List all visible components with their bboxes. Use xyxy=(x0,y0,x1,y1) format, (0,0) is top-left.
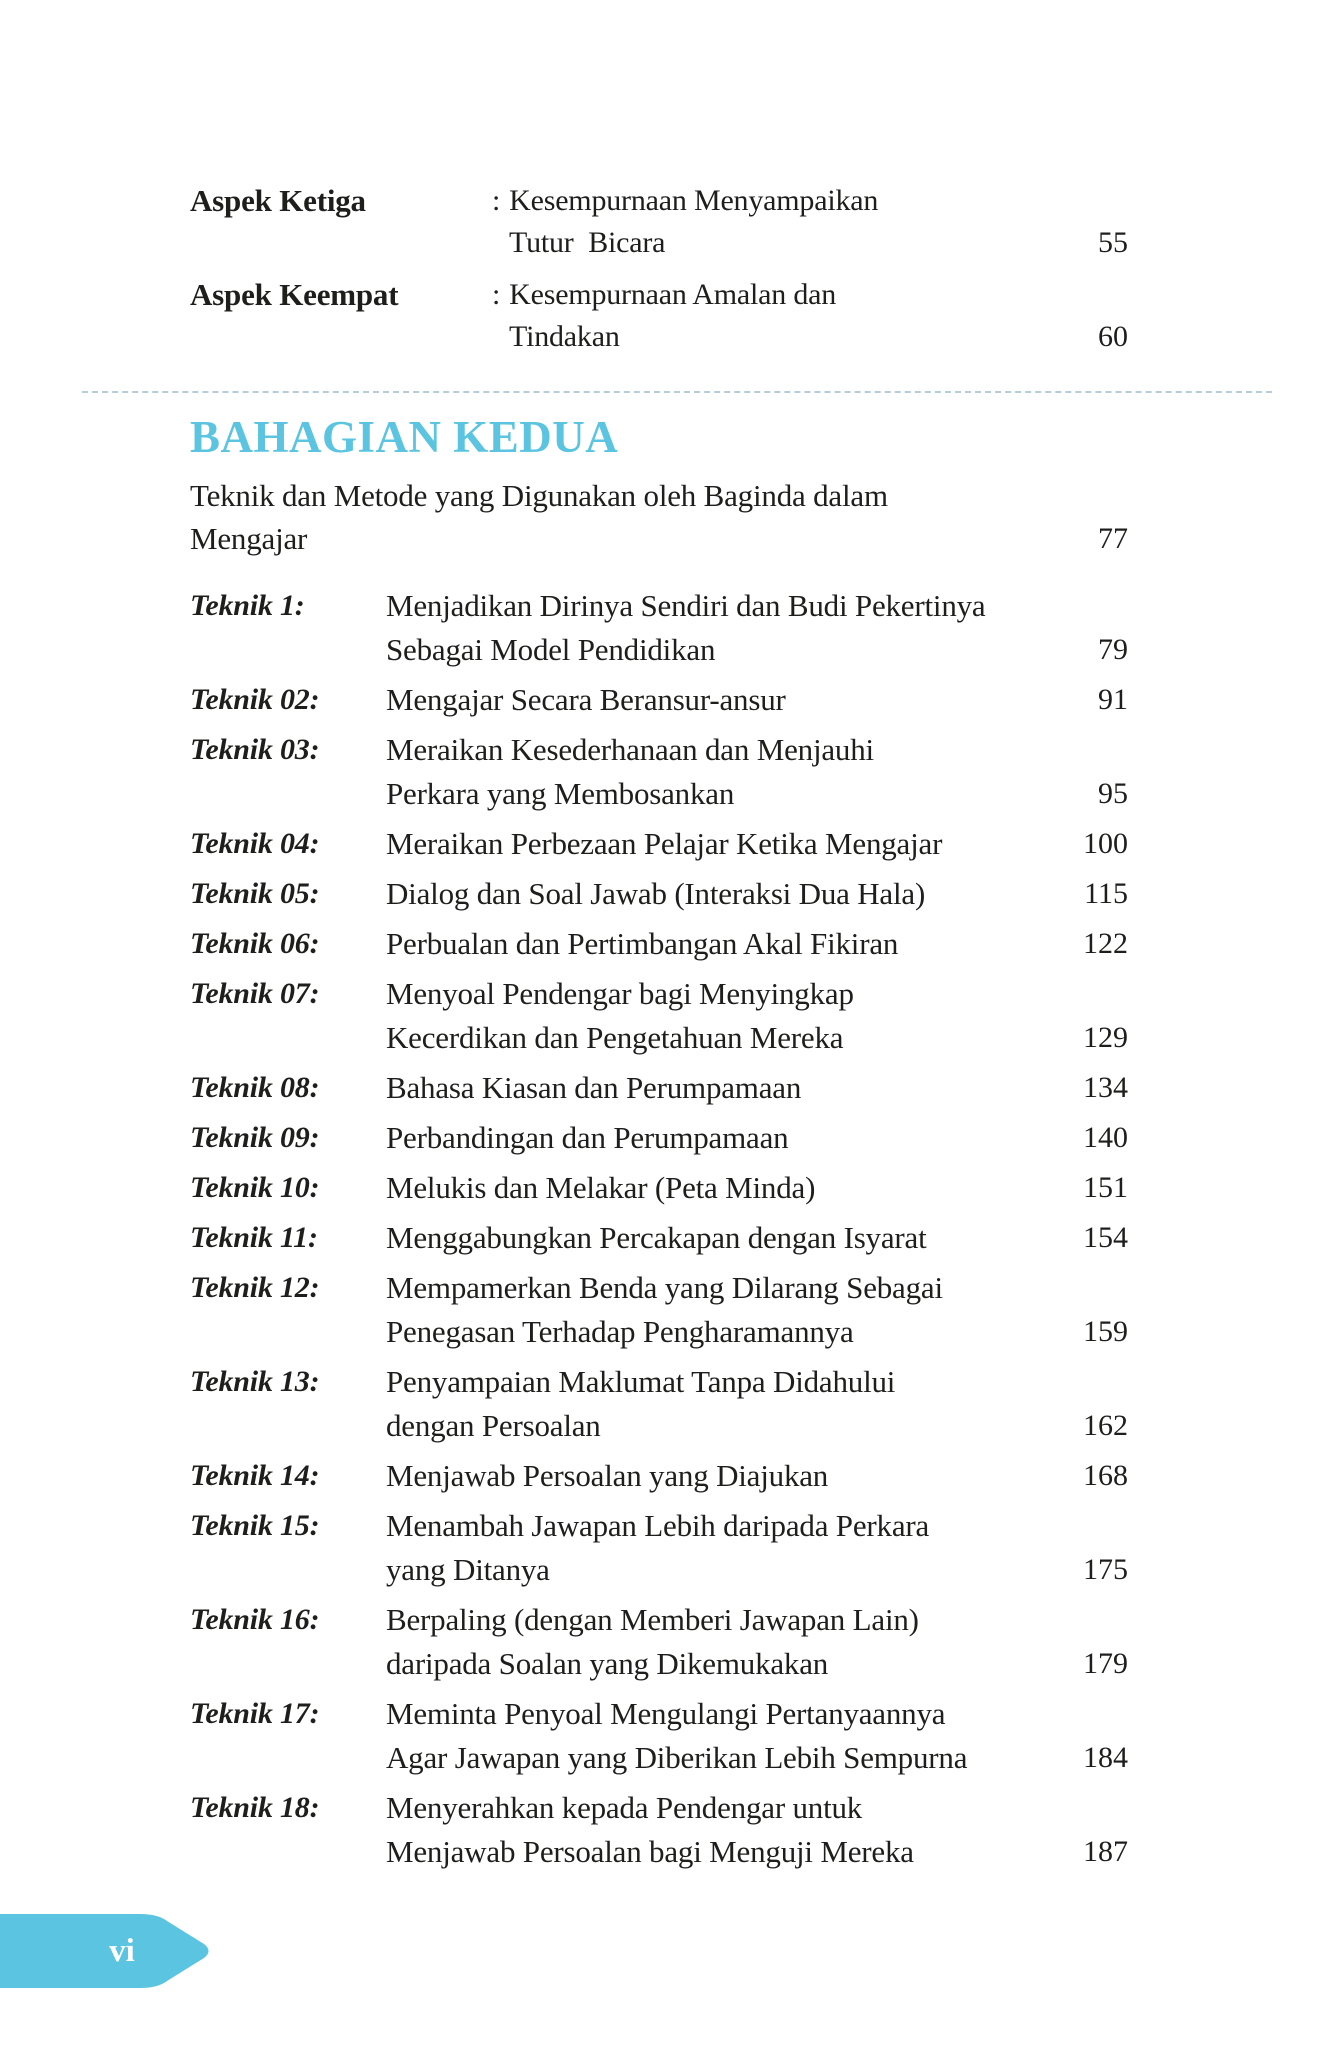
toc-entry-title-line: daripada Soalan yang Dikemukakan xyxy=(386,1646,829,1681)
toc-row xyxy=(190,1786,1128,1874)
toc-entry-title xyxy=(386,1692,1070,1780)
toc-entry-page: 162 xyxy=(1083,1409,1128,1442)
toc-row xyxy=(190,1692,1128,1780)
toc-entry-label: Aspek Keempat xyxy=(190,277,399,312)
toc-row xyxy=(190,972,1128,1060)
toc-entry-title xyxy=(386,822,1070,866)
toc-entry-label: Teknik 1: xyxy=(190,589,305,622)
toc-entry-title-line: Tindakan xyxy=(509,320,620,353)
toc-entry-title-line: Menyerahkan kepada Pendengar untuk xyxy=(386,1790,863,1825)
toc-entry-title xyxy=(492,274,1070,358)
toc-row xyxy=(190,274,1128,358)
toc-entry-page: 179 xyxy=(1083,1647,1128,1680)
toc-entry-title-line: Kecerdikan dan Pengetahuan Mereka xyxy=(386,1020,844,1055)
colon-separator: : xyxy=(492,184,501,217)
toc-entry-title xyxy=(492,180,1070,264)
toc-entry-title-line: Meminta Penyoal Mengulangi Pertanyaannya xyxy=(386,1696,946,1731)
toc-row xyxy=(190,1360,1128,1448)
toc-entry-title-line: Teknik dan Metode yang Digunakan oleh Baginda dalam xyxy=(190,478,888,513)
toc-entry-title xyxy=(386,1266,1070,1354)
section-heading: BAHAGIAN KEDUA xyxy=(190,412,619,462)
toc-row xyxy=(190,872,1128,916)
toc-entry-page: 134 xyxy=(1083,1071,1128,1104)
toc-entry-title xyxy=(386,728,1070,816)
toc-entry-title-line: Mengajar xyxy=(190,521,308,556)
toc-entry-title xyxy=(386,1360,1070,1448)
toc-entry-label: Teknik 03: xyxy=(190,733,320,766)
toc-entry-title xyxy=(386,972,1070,1060)
toc-entry-title xyxy=(386,922,1070,966)
toc-row xyxy=(190,678,1128,722)
toc-entry-title-line: yang Ditanya xyxy=(386,1552,550,1587)
toc-entry-title-line: Menyoal Pendengar bagi Menyingkap xyxy=(386,976,854,1011)
toc-entry-title-line: Kesempurnaan Amalan dan xyxy=(509,278,837,311)
toc-row xyxy=(190,1266,1128,1354)
toc-entry-page: 122 xyxy=(1083,927,1128,960)
toc-entry-page: 91 xyxy=(1098,683,1128,716)
toc-entry-page: 151 xyxy=(1083,1171,1128,1204)
toc-row xyxy=(190,1598,1128,1686)
toc-entry-title xyxy=(386,1504,1070,1592)
toc-entry-title-line: Perbualan dan Pertimbangan Akal Fikiran xyxy=(386,926,899,961)
toc-entry-title-line: Menjawab Persoalan yang Diajukan xyxy=(386,1458,829,1493)
toc-entry-label: Teknik 17: xyxy=(190,1697,320,1730)
toc-row xyxy=(190,474,1128,560)
section-divider xyxy=(82,391,1272,393)
toc-entry-title-line: Dialog dan Soal Jawab (Interaksi Dua Hala) xyxy=(386,876,926,911)
toc-entry-label: Teknik 18: xyxy=(190,1791,320,1824)
toc-entry-title-line: Perbandingan dan Perumpamaan xyxy=(386,1120,789,1155)
toc-entry-title-line: Penegasan Terhadap Pengharamannya xyxy=(386,1314,854,1349)
toc-entry-title xyxy=(386,1066,1070,1110)
toc-entry-page: 184 xyxy=(1083,1741,1128,1774)
toc-entry-title xyxy=(386,1116,1070,1160)
toc-entry-title xyxy=(386,1598,1070,1686)
toc-entry-label: Teknik 11: xyxy=(190,1221,318,1254)
toc-entry-label: Teknik 16: xyxy=(190,1603,320,1636)
toc-entry-page: 129 xyxy=(1083,1021,1128,1054)
toc-entry-label: Teknik 08: xyxy=(190,1071,320,1104)
toc-entry-page: 79 xyxy=(1098,633,1128,666)
section-bahagian-kedua xyxy=(190,412,1128,1880)
toc-row xyxy=(190,1504,1128,1592)
toc-entry-title-line: Penyampaian Maklumat Tanpa Didahului xyxy=(386,1364,896,1399)
toc-entry-title xyxy=(386,584,1070,672)
toc-entry-title xyxy=(386,678,1070,722)
toc-entry-page: 175 xyxy=(1083,1553,1128,1586)
toc-entry-title xyxy=(386,1216,1070,1260)
toc-entry-title xyxy=(386,872,1070,916)
toc-entry-page: 95 xyxy=(1098,777,1128,810)
toc-entry-title-line: Menggabungkan Percakapan dengan Isyarat xyxy=(386,1220,927,1255)
toc-entry-title-line: Meraikan Perbezaan Pelajar Ketika Mengajar xyxy=(386,826,943,861)
toc-entry-title-line: Perkara yang Membosankan xyxy=(386,776,735,811)
toc-entry-title-line: Mempamerkan Benda yang Dilarang Sebagai xyxy=(386,1270,943,1305)
toc-row xyxy=(190,1166,1128,1210)
toc-entry-title-line: Berpaling (dengan Memberi Jawapan Lain) xyxy=(386,1602,919,1637)
toc-entry-label: Teknik 06: xyxy=(190,927,320,960)
toc-entry-label: Teknik 15: xyxy=(190,1509,320,1542)
front-matter-list xyxy=(190,180,1128,368)
toc-entry-title xyxy=(386,1454,1070,1498)
toc-entry-title xyxy=(386,1786,1070,1874)
toc-entry-label: Teknik 07: xyxy=(190,977,320,1010)
toc-row xyxy=(190,1116,1128,1160)
colon-separator: : xyxy=(492,278,501,311)
toc-entry-title-line: Sebagai Model Pendidikan xyxy=(386,632,716,667)
toc-entry-label: Teknik 10: xyxy=(190,1171,320,1204)
toc-entry-title-line: Menambah Jawapan Lebih daripada Perkara xyxy=(386,1508,930,1543)
toc-row xyxy=(190,728,1128,816)
toc-entry-label: Teknik 05: xyxy=(190,877,320,910)
toc-entry-title-line: Bahasa Kiasan dan Perumpamaan xyxy=(386,1070,802,1105)
toc-row xyxy=(190,1066,1128,1110)
toc-row xyxy=(190,922,1128,966)
toc-entry-page: 77 xyxy=(1098,522,1128,555)
toc-entry-page: 60 xyxy=(1098,320,1128,353)
toc-entry-label: Teknik 12: xyxy=(190,1271,320,1304)
toc-entry-title-line: Melukis dan Melakar (Peta Minda) xyxy=(386,1170,816,1205)
toc-entry-page: 100 xyxy=(1083,827,1128,860)
toc-entry-title-line: Menjadikan Dirinya Sendiri dan Budi Pekertinya xyxy=(386,588,986,623)
toc-row xyxy=(190,584,1128,672)
toc-entry-page: 187 xyxy=(1083,1835,1128,1868)
toc-entry-title-line: Mengajar Secara Beransur-ansur xyxy=(386,682,786,717)
toc-entry-title-line: Agar Jawapan yang Diberikan Lebih Sempurna xyxy=(386,1740,968,1775)
page-number-tab xyxy=(0,1914,214,1988)
toc-entry-page: 168 xyxy=(1083,1459,1128,1492)
toc-entry-label: Teknik 13: xyxy=(190,1365,320,1398)
toc-row xyxy=(190,180,1128,264)
toc-entry-title-line: Kesempurnaan Menyampaikan xyxy=(509,184,879,217)
toc-entry-label: Teknik 02: xyxy=(190,683,320,716)
toc-entry-page: 159 xyxy=(1083,1315,1128,1348)
toc-entry-title-line: Meraikan Kesederhanaan dan Menjauhi xyxy=(386,732,874,767)
toc-entry-page: 140 xyxy=(1083,1121,1128,1154)
toc-entry-title-line: Menjawab Persoalan bagi Menguji Mereka xyxy=(386,1834,914,1869)
toc-entry-page: 115 xyxy=(1084,877,1128,910)
toc-entry-label: Aspek Ketiga xyxy=(190,183,366,218)
toc-entry-page: 154 xyxy=(1083,1221,1128,1254)
toc-entry-label: Teknik 09: xyxy=(190,1121,320,1154)
toc-row xyxy=(190,1216,1128,1260)
toc-row xyxy=(190,822,1128,866)
toc-entry-label: Teknik 04: xyxy=(190,827,320,860)
toc-entry-label: Teknik 14: xyxy=(190,1459,320,1492)
toc-entry-title-line: dengan Persoalan xyxy=(386,1408,601,1443)
toc-entry-title-line: Tutur Bicara xyxy=(509,226,666,259)
page-number: vi xyxy=(109,1932,135,1969)
toc-row xyxy=(190,1454,1128,1498)
toc-entry-page: 55 xyxy=(1098,226,1128,259)
toc-entry-title xyxy=(386,1166,1070,1210)
section-intro-title xyxy=(190,474,1070,560)
